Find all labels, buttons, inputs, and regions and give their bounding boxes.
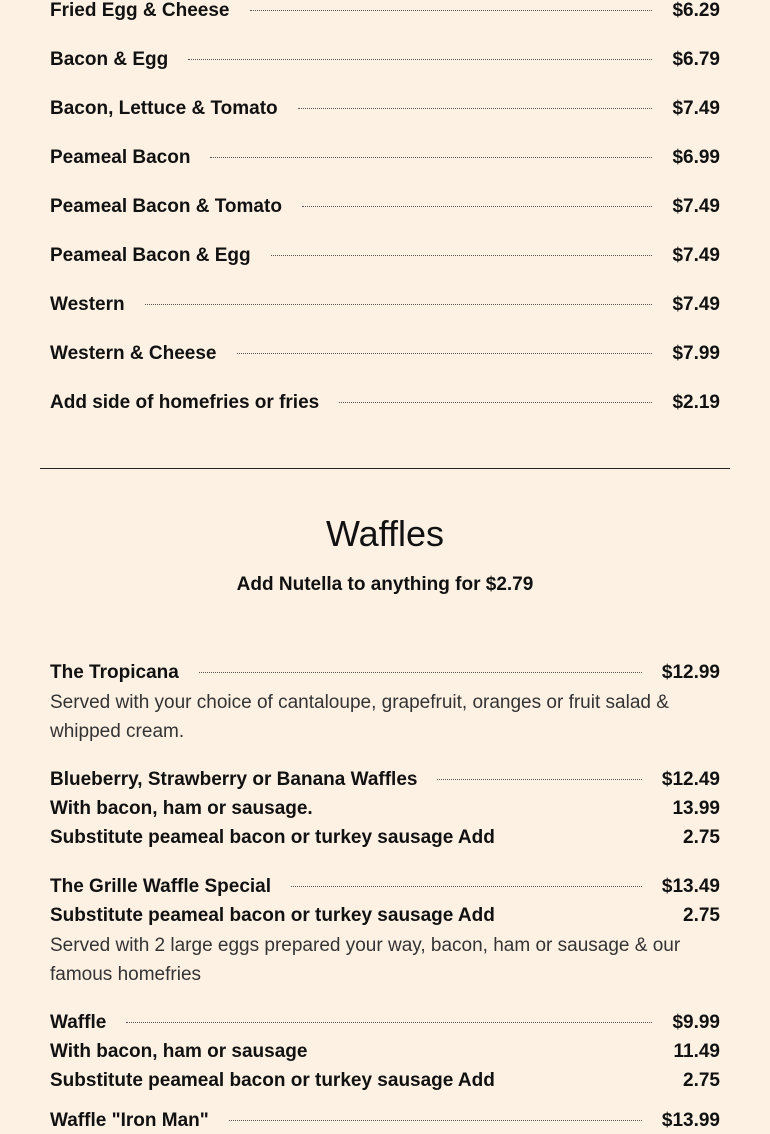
item-name: Western: [50, 294, 125, 315]
menu-item: [50, 0, 720, 24]
item-name: The Grille Waffle Special: [50, 876, 272, 897]
item-price: $6.29: [672, 0, 720, 21]
dot-leader: [126, 1022, 652, 1023]
item-name: Peameal Bacon & Tomato: [50, 196, 282, 217]
item-price: $9.99: [672, 1012, 720, 1033]
item-addon: [50, 1068, 720, 1094]
section-note: Add Nutella to anything for $2.79: [236, 574, 534, 595]
dot-leader: [291, 886, 642, 887]
item-addon: [50, 825, 720, 851]
item-name: Waffle "Iron Man": [50, 1110, 209, 1131]
menu-item-tropicana: [50, 660, 720, 686]
item-price: $13.49: [661, 876, 720, 897]
dot-leader: [145, 304, 653, 305]
menu-item: [50, 292, 720, 318]
addon-label: Substitute peameal bacon or turkey sausage Add: [50, 1070, 495, 1091]
item-price: $7.49: [672, 98, 720, 119]
item-description: Served with 2 large eggs prepared your way, bacon, ham or sausage & our famous homefries: [50, 935, 681, 985]
menu-item: [50, 390, 720, 416]
item-name: Bacon, Lettuce & Tomato: [50, 98, 278, 119]
item-addon: [50, 796, 720, 822]
addon-label: Substitute peameal bacon or turkey sausage Add: [50, 905, 495, 926]
item-price: $7.99: [672, 343, 720, 364]
menu-item: [50, 194, 720, 220]
item-price: $6.99: [672, 147, 720, 168]
addon-label: With bacon, ham or sausage.: [50, 798, 313, 819]
item-price: $7.49: [672, 245, 720, 266]
dot-leader: [229, 1120, 642, 1121]
addon-label: Substitute peameal bacon or turkey sausage Add: [50, 827, 495, 848]
addon-price: 2.75: [683, 827, 720, 848]
item-price: $12.99: [661, 662, 720, 683]
item-name: Add side of homefries or fries: [50, 392, 320, 413]
item-price: $6.79: [672, 49, 720, 70]
item-price: $7.49: [672, 294, 720, 315]
dot-leader: [188, 59, 652, 60]
addon-price: 13.99: [672, 798, 720, 819]
item-name: Waffle: [50, 1012, 107, 1033]
item-name: Peameal Bacon: [50, 147, 191, 168]
dot-leader: [237, 353, 653, 354]
dot-leader: [250, 10, 653, 11]
dot-leader: [271, 255, 653, 256]
dot-leader: [302, 206, 653, 207]
item-price: $2.19: [672, 392, 720, 413]
addon-price: 11.49: [673, 1041, 720, 1062]
item-description: Served with your choice of cantaloupe, grapefruit, oranges or fruit salad & whipped cream.: [50, 692, 669, 742]
item-addon: [50, 903, 720, 929]
item-name: Bacon & Egg: [50, 49, 169, 70]
item-addon: [50, 1039, 720, 1065]
addon-label: With bacon, ham or sausage: [50, 1041, 308, 1062]
dot-leader: [298, 108, 653, 109]
item-name: The Tropicana: [50, 662, 179, 683]
item-price: $7.49: [672, 196, 720, 217]
dot-leader: [339, 402, 652, 403]
menu-item: [50, 243, 720, 269]
menu-item: [50, 145, 720, 171]
item-name: Blueberry, Strawberry or Banana Waffles: [50, 769, 418, 790]
item-name: Western & Cheese: [50, 343, 217, 364]
menu-item-waffle: [50, 1010, 720, 1036]
item-name: Fried Egg & Cheese: [50, 0, 230, 21]
dot-leader: [199, 672, 642, 673]
addon-price: 2.75: [683, 905, 720, 926]
dot-leader: [210, 157, 652, 158]
menu-item-partial: [50, 1108, 720, 1134]
addon-price: 2.75: [683, 1070, 720, 1091]
menu-item: [50, 47, 720, 73]
menu-item: [50, 96, 720, 122]
section-title: Waffles: [325, 513, 445, 554]
dot-leader: [437, 779, 641, 780]
menu-item: [50, 341, 720, 367]
item-name: Peameal Bacon & Egg: [50, 245, 251, 266]
item-price: $12.49: [661, 769, 720, 790]
menu-item-berry-waffles: [50, 767, 720, 793]
section-divider: [40, 468, 730, 469]
item-price: $13.99: [661, 1110, 720, 1131]
menu-item-grille-special: [50, 874, 720, 900]
